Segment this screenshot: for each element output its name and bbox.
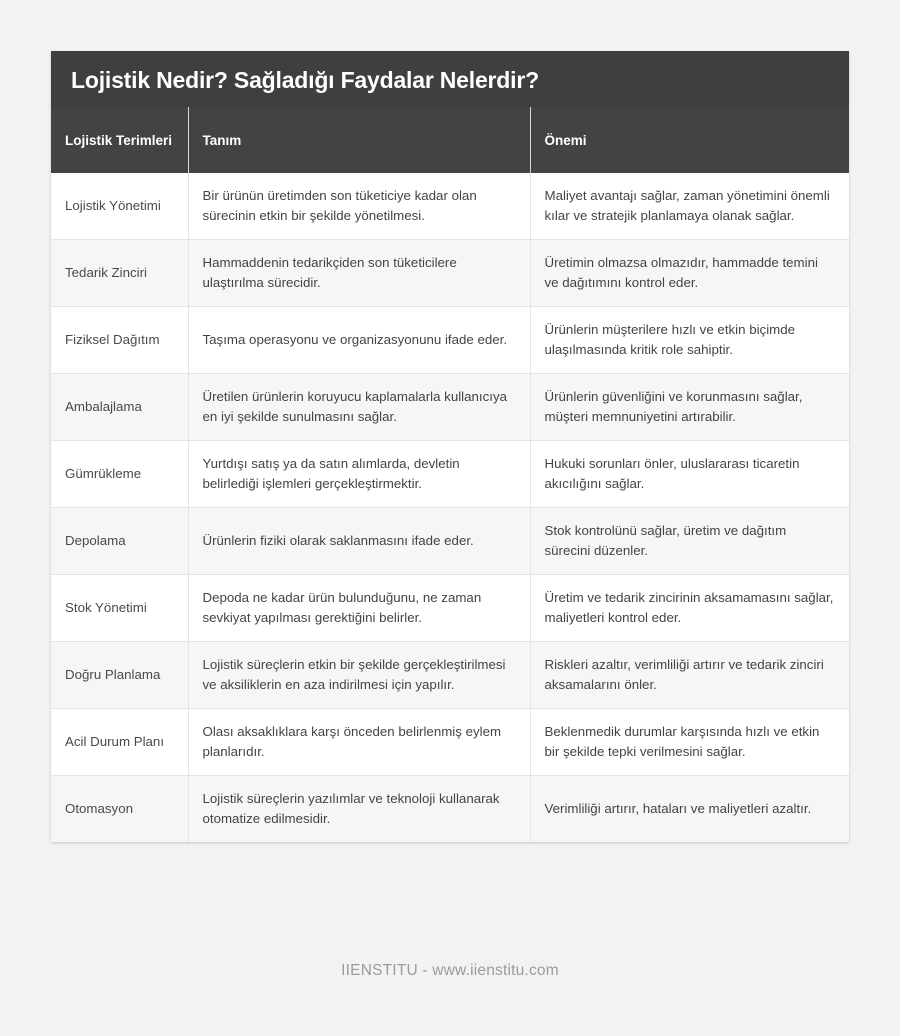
cell-importance: Ürünlerin güvenliğini ve korunmasını sağlar, müşteri memnuniyetini artırabilir.: [530, 374, 849, 441]
cell-term: Stok Yönetimi: [51, 575, 188, 642]
table-row: [51, 173, 849, 240]
cell-importance: Hukuki sorunları önler, uluslararası ticaretin akıcılığını sağlar.: [530, 441, 849, 508]
table-row: [51, 642, 849, 709]
cell-term: Lojistik Yönetimi: [51, 173, 188, 240]
table-row: [51, 508, 849, 575]
cell-term: Tedarik Zinciri: [51, 240, 188, 307]
logistics-terms-table: [51, 107, 849, 842]
cell-definition: Olası aksaklıklara karşı önceden belirlenmiş eylem planlarıdır.: [188, 709, 530, 776]
table-row: [51, 709, 849, 776]
table-row: [51, 240, 849, 307]
table-header-row: [51, 107, 849, 173]
cell-importance: Üretim ve tedarik zincirinin aksamamasını sağlar, maliyetleri kontrol eder.: [530, 575, 849, 642]
cell-definition: Lojistik süreçlerin yazılımlar ve teknoloji kullanarak otomatize edilmesidir.: [188, 776, 530, 843]
table-row: [51, 575, 849, 642]
column-header-definition: Tanım: [188, 107, 530, 173]
cell-definition: Hammaddenin tedarikçiden son tüketicilere ulaştırılma sürecidir.: [188, 240, 530, 307]
cell-importance: Üretimin olmazsa olmazıdır, hammadde temini ve dağıtımını kontrol eder.: [530, 240, 849, 307]
cell-importance: Riskleri azaltır, verimliliği artırır ve tedarik zinciri aksamalarını önler.: [530, 642, 849, 709]
column-header-importance: Önemi: [530, 107, 849, 173]
table-row: [51, 441, 849, 508]
cell-importance: Beklenmedik durumlar karşısında hızlı ve etkin bir şekilde tepki verilmesini sağlar.: [530, 709, 849, 776]
info-card: [51, 51, 849, 842]
cell-term: Otomasyon: [51, 776, 188, 843]
cell-term: Acil Durum Planı: [51, 709, 188, 776]
page-title: Lojistik Nedir? Sağladığı Faydalar Nelerdir?: [51, 51, 849, 107]
cell-definition: Ürünlerin fiziki olarak saklanmasını ifade eder.: [188, 508, 530, 575]
table-row: [51, 374, 849, 441]
cell-definition: Taşıma operasyonu ve organizasyonunu ifade eder.: [188, 307, 530, 374]
cell-term: Doğru Planlama: [51, 642, 188, 709]
cell-definition: Bir ürünün üretimden son tüketiciye kadar olan sürecinin etkin bir şekilde yönetilmesi.: [188, 173, 530, 240]
footer-attribution: IIENSTITU - www.iienstitu.com: [341, 962, 559, 979]
cell-term: Fiziksel Dağıtım: [51, 307, 188, 374]
table-row: [51, 307, 849, 374]
column-header-terms: Lojistik Terimleri: [51, 107, 188, 173]
table-header: [51, 107, 849, 173]
cell-definition: Lojistik süreçlerin etkin bir şekilde gerçekleştirilmesi ve aksiliklerin en aza indirilmesi için yapılır.: [188, 642, 530, 709]
cell-term: Gümrükleme: [51, 441, 188, 508]
cell-importance: Verimliliği artırır, hataları ve maliyetleri azaltır.: [530, 776, 849, 843]
table-body: [51, 173, 849, 842]
cell-definition: Yurtdışı satış ya da satın alımlarda, devletin belirlediği işlemleri gerçekleştirmektir.: [188, 441, 530, 508]
cell-term: Depolama: [51, 508, 188, 575]
cell-importance: Stok kontrolünü sağlar, üretim ve dağıtım sürecini düzenler.: [530, 508, 849, 575]
cell-importance: Ürünlerin müşterilere hızlı ve etkin biçimde ulaşılmasında kritik role sahiptir.: [530, 307, 849, 374]
cell-term: Ambalajlama: [51, 374, 188, 441]
table-row: [51, 776, 849, 843]
cell-definition: Üretilen ürünlerin koruyucu kaplamalarla kullanıcıya en iyi şekilde sunulmasını sağlar.: [188, 374, 530, 441]
cell-importance: Maliyet avantajı sağlar, zaman yönetimini önemli kılar ve stratejik planlamaya olanak sağlar.: [530, 173, 849, 240]
cell-definition: Depoda ne kadar ürün bulunduğunu, ne zaman sevkiyat yapılması gerektiğini belirler.: [188, 575, 530, 642]
